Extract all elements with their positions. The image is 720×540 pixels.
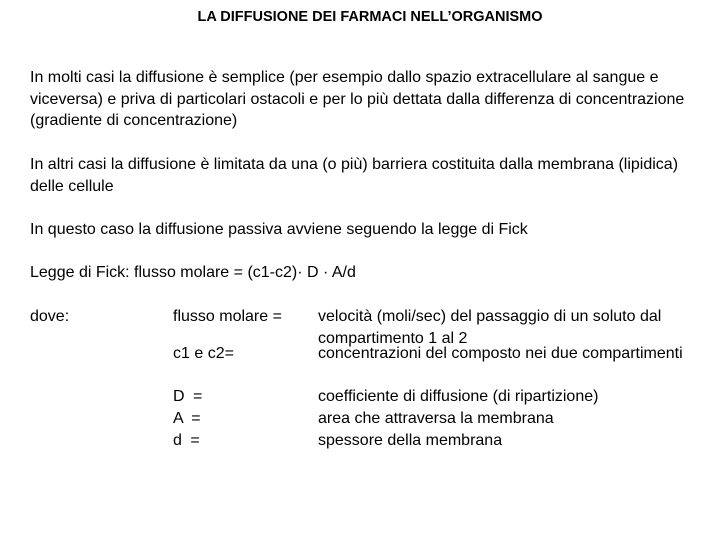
description-d-coefficient: coefficiente di diffusione (di ripartizione)	[318, 388, 599, 405]
paragraph-passive-diffusion: In questo caso la diffusione passiva avviene seguendo la legge di Fick	[30, 221, 528, 238]
term-d-coefficient: D =	[173, 388, 205, 405]
description-thickness: spessore della membrana	[318, 432, 503, 449]
definitions-label: dove:	[30, 308, 70, 325]
page-title: LA DIFFUSIONE DEI FARMACI NELL’ORGANISMO	[197, 9, 543, 25]
paragraph-simple-diffusion: In molti casi la diffusione è semplice (per esempio dallo spazio extracellulare al sangue e viceversa) e priva di particolari ostacoli e per lo più dettata dalla differenza di concentrazione (gradiente di concentrazione)	[30, 69, 685, 129]
description-flusso-molare: velocità (moli/sec) del passaggio di un soluto dal compartimento 1 al 2	[318, 308, 662, 347]
term-area: A =	[173, 410, 203, 427]
term-c1-c2: c1 e c2=	[173, 345, 234, 362]
paragraph-membrane-barrier: In altri casi la diffusione è limitata da una (o più) barriera costituita dalla membrana (lipidica) delle cellule	[30, 156, 679, 195]
paragraph-fick-law: Legge di Fick: flusso molare = (c1-c2)· D · A/d	[30, 264, 356, 281]
term-flusso-molare: flusso molare =	[173, 308, 282, 325]
description-c1-c2: concentrazioni del composto nei due compartimenti	[318, 345, 683, 362]
term-thickness: d =	[173, 432, 202, 449]
description-area: area che attraversa la membrana	[318, 410, 554, 427]
